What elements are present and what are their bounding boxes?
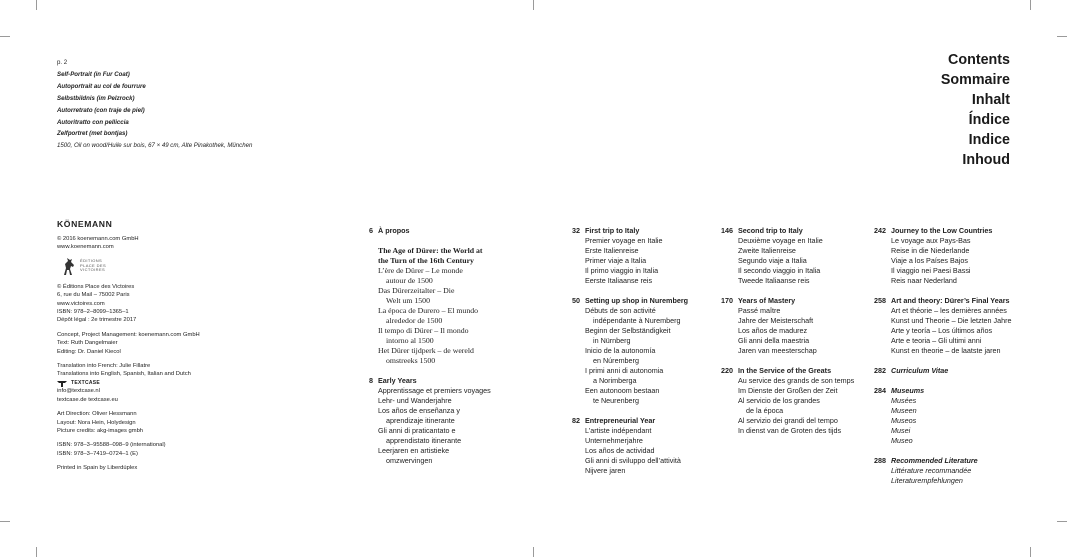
page-number: 6 <box>369 226 373 235</box>
section-title: Museums <box>891 386 925 395</box>
translated-title: Leerjaren en artistieke <box>378 446 450 455</box>
section-title: In the Service of the Greats <box>738 366 832 375</box>
translated-title: Het Dürer tijdperk – de wereld <box>378 346 474 355</box>
translated-title: Le voyage aux Pays-Bas <box>891 236 971 245</box>
caption-title: Self-Portrait (in Fur Coat) <box>57 70 130 78</box>
translated-title: Inicio de la autonomía <box>585 346 656 355</box>
crop-mark <box>36 0 37 10</box>
section-title: Entrepreneurial Year <box>585 416 656 425</box>
translated-title: Il primo viaggio in Italia <box>585 266 659 275</box>
section-title: Setting up shop in Nuremberg <box>585 296 689 305</box>
toc-entry <box>568 226 708 286</box>
translated-title: Erste Italienreise <box>585 246 639 255</box>
translated-title: Deuxième voyage en Italie <box>738 236 823 245</box>
section-title: Early Years <box>378 376 417 385</box>
page-number: 282 <box>874 366 886 375</box>
imprint-line: textcase.de textcase.eu <box>57 396 118 403</box>
translated-title: Débuts de son activité <box>585 306 656 315</box>
translated-title: Los años de madurez <box>738 326 808 335</box>
page-number: 50 <box>572 296 580 305</box>
translated-title: Reise in die Niederlande <box>891 246 970 255</box>
toc-entry <box>568 416 708 476</box>
imprint-line: ISBN: 978–3–7419–0724–1 (E) <box>57 450 138 457</box>
caption-title: Autorretrato (con traje de piel) <box>57 106 145 114</box>
translated-title: Nijvere jaren <box>585 466 626 475</box>
imprint-line: ISBN: 978–3–95588–098–9 (international) <box>57 442 166 449</box>
page-number: 170 <box>721 296 733 305</box>
imprint <box>57 219 287 473</box>
horse-icon <box>61 255 77 277</box>
imprint-line: Editing: Dr. Daniel Kiecol <box>57 348 121 355</box>
translated-title: Gli anni di praticantato e <box>378 426 456 435</box>
frontispiece-caption <box>57 57 337 152</box>
translated-title: Arte e teoria – Gli ultimi anni <box>891 336 982 345</box>
page-number: 288 <box>874 456 886 465</box>
imprint-line: www.victoires.com <box>57 300 105 307</box>
translated-title: Literaturempfehlungen <box>891 476 963 485</box>
translated-title: Eerste Italiaanse reis <box>585 276 653 285</box>
translated-title: Gli anni della maestria <box>738 336 810 345</box>
translated-title: Arte y teoría – Los últimos años <box>891 326 993 335</box>
toc-entry <box>873 296 1018 356</box>
imprint-line: Text: Ruth Dangelmaier <box>57 340 118 347</box>
translated-title: a Norimberga <box>593 376 637 385</box>
heading: Indice <box>968 132 1010 148</box>
section-title: Second trip to Italy <box>738 226 803 235</box>
translated-title: Viaje a los Países Bajos <box>891 256 968 265</box>
translated-title: Museo <box>891 436 913 445</box>
translated-title: Unternehmerjahre <box>585 436 643 445</box>
translated-title: Im Dienste der Großen der Zeit <box>738 386 838 395</box>
toc-entry <box>873 366 1018 376</box>
page-number: 32 <box>572 226 580 235</box>
toc-entry <box>873 386 1018 446</box>
crop-mark <box>1030 0 1031 10</box>
caption-title: Autoportrait au col de fourrure <box>57 82 146 90</box>
translated-title: Museen <box>891 406 917 415</box>
translated-title: in Nürnberg <box>593 336 631 345</box>
heading: Sommaire <box>940 72 1010 88</box>
section-title: Art and theory: Dürer’s Final Years <box>891 296 1010 305</box>
translated-title: Lehr- und Wanderjahre <box>378 396 452 405</box>
caption-title: Selbstbildnis (im Pelzrock) <box>57 94 135 102</box>
translated-title: te Neurenberg <box>593 396 639 405</box>
copyright-line: © 2016 koenemann.com GmbH <box>57 236 139 242</box>
section-title: Curriculum Vitae <box>891 366 949 375</box>
translated-title: en Núremberg <box>593 356 639 365</box>
crop-mark <box>1030 547 1031 557</box>
heading: Inhoud <box>962 152 1010 168</box>
textcase-label: TEXTCASE <box>71 379 101 386</box>
toc-entry <box>368 226 548 236</box>
imprint-line: Picture credits: akg-images gmbh <box>57 427 144 434</box>
translated-title: Welt um 1500 <box>386 296 430 305</box>
translated-title: Passé maître <box>738 306 781 315</box>
translated-title: Musei <box>891 426 911 435</box>
translated-title: L’artiste indépendant <box>585 426 652 435</box>
translated-title: Art et théorie – les dernières années <box>891 306 1007 315</box>
translated-title: de la época <box>746 406 784 415</box>
crop-mark <box>0 36 10 37</box>
translated-title: Reis naar Nederland <box>891 276 957 285</box>
toc-entry <box>568 296 708 406</box>
translated-title: omzwervingen <box>386 456 433 465</box>
imprint-line: Printed in Spain by Liberdúplex <box>57 465 138 472</box>
crop-mark <box>0 521 10 522</box>
toc-entry <box>720 296 865 356</box>
translated-title: Zweite Italienreise <box>738 246 796 255</box>
translated-title: Beginn der Selbständigkeit <box>585 326 671 335</box>
page-number: 146 <box>721 226 733 235</box>
publisher-logo <box>61 255 287 277</box>
translated-title: Jahre der Meisterschaft <box>738 316 814 325</box>
translated-title: omstreeks 1500 <box>386 356 436 365</box>
toc-column-2 <box>568 226 708 476</box>
translated-title: L’ère de Dürer – Le monde <box>378 266 463 275</box>
caption-title: Autoritratto con pelliccia <box>57 118 129 126</box>
publisher-name: KÖNEMANN <box>57 219 113 229</box>
textcase-logo <box>57 379 287 387</box>
translated-title: aprendizaje itinerante <box>386 416 455 425</box>
translated-title: Il viaggio nei Paesi Bassi <box>891 266 971 275</box>
website-line: www.koenemann.com <box>57 244 114 251</box>
crop-mark <box>1057 36 1067 37</box>
translated-title: Los años de actividad <box>585 446 655 455</box>
toc-entry <box>720 366 865 436</box>
imprint-line: Concept, Project Management: koenemann.com GmbH <box>57 331 200 338</box>
heading: Contents <box>948 52 1010 68</box>
heading: Inhalt <box>971 92 1010 108</box>
section-title: Years of Mastery <box>738 296 796 305</box>
translated-title: apprendistato itinerante <box>386 436 462 445</box>
translated-title: Museos <box>891 416 917 425</box>
feature-essay <box>368 246 548 366</box>
crop-mark <box>36 547 37 557</box>
section-title: À propos <box>378 226 410 235</box>
translated-title: Primer viaje a Italia <box>585 256 647 265</box>
translated-title: Premier voyage en Italie <box>585 236 663 245</box>
translated-title: autour de 1500 <box>386 276 433 285</box>
toc-column-4 <box>873 226 1018 486</box>
translated-title: Au service des grands de son temps <box>738 376 855 385</box>
translated-title: La época de Durero – El mundo <box>378 306 479 315</box>
feature-title: the Turn of the 16th Century <box>378 256 474 265</box>
toc-entry <box>873 226 1018 286</box>
translated-title: Los años de enseñanza y <box>378 406 460 415</box>
section-title: Journey to the Low Countries <box>891 226 993 235</box>
page-number: 220 <box>721 366 733 375</box>
translated-title: Das Dürerzeitalter – Die <box>378 286 455 295</box>
crop-mark <box>1057 521 1067 522</box>
heading: Índice <box>968 112 1010 128</box>
page-number: 284 <box>874 386 886 395</box>
translated-title: I primi anni di autonomia <box>585 366 664 375</box>
toc-entry <box>720 226 865 286</box>
section-title: Recommended Literature <box>891 456 978 465</box>
contents-headings <box>941 50 1010 170</box>
textcase-icon <box>57 380 67 387</box>
translated-title: Tweede Italiaanse reis <box>738 276 810 285</box>
caption-details: 1500, Oil on wood/Huile sur bois, 67 × 49 cm, Alte Pinakothek, München <box>57 142 253 150</box>
translated-title: indépendante à Nuremberg <box>593 316 681 325</box>
imprint-line: Dépôt légal : 2e trimestre 2017 <box>57 317 137 324</box>
caption-title: Zelfportret (met bontjas) <box>57 130 128 138</box>
toc-column-1 <box>368 226 548 466</box>
imprint-line: Layout: Nora Hein, Holydesign <box>57 419 136 426</box>
page-reference: p. 2 <box>57 59 68 66</box>
imprint-line: © Éditions Place des Victoires <box>57 283 135 290</box>
imprint-line: ISBN: 978–2–8099–1365–1 <box>57 309 129 316</box>
imprint-line: info@textcase.nl <box>57 388 100 395</box>
translated-title: Apprentissage et premiers voyages <box>378 386 491 395</box>
imprint-line: Translations into English, Spanish, Italian and Dutch <box>57 371 191 378</box>
translated-title: Kunst en theorie – de laatste jaren <box>891 346 1001 355</box>
page-number: 258 <box>874 296 886 305</box>
toc-entry <box>368 376 548 466</box>
imprint-line: Art Direction: Oliver Hessmann <box>57 411 137 418</box>
translated-title: Al servicio de los grandes <box>738 396 820 405</box>
page-number: 82 <box>572 416 580 425</box>
feature-title: The Age of Dürer: the World at <box>378 246 483 255</box>
crop-mark <box>533 0 534 10</box>
translated-title: Jaren van meesterschap <box>738 346 817 355</box>
page-number: 242 <box>874 226 886 235</box>
page-number: 8 <box>369 376 373 385</box>
toc-entry <box>873 456 1018 486</box>
imprint-line: 6, rue du Mail – 75002 Paris <box>57 292 130 299</box>
translated-title: Kunst und Theorie – Die letzten Jahre <box>891 316 1012 325</box>
translated-title: Littérature recommandée <box>891 466 972 475</box>
crop-mark <box>533 547 534 557</box>
translated-title: Musées <box>891 396 917 405</box>
translated-title: Il secondo viaggio in Italia <box>738 266 821 275</box>
imprint-line: Translation into French: Julie Fillatre <box>57 363 151 370</box>
translated-title: intorno al 1500 <box>386 336 434 345</box>
translated-title: Segundo viaje a Italia <box>738 256 807 265</box>
logo-text: ÉDITIONS PLACE DES VICTOIRES <box>80 258 107 273</box>
translated-title: alrededor de 1500 <box>386 316 443 325</box>
translated-title: Gli anni di sviluppo dell’attività <box>585 456 681 465</box>
translated-title: In dienst van de Groten des tijds <box>738 426 842 435</box>
translated-title: Een autonoom bestaan <box>585 386 660 395</box>
translated-title: Il tempo di Dürer – Il mondo <box>378 326 469 335</box>
toc-column-3 <box>720 226 865 436</box>
translated-title: Al servizio dei grandi del tempo <box>738 416 838 425</box>
section-title: First trip to Italy <box>585 226 640 235</box>
